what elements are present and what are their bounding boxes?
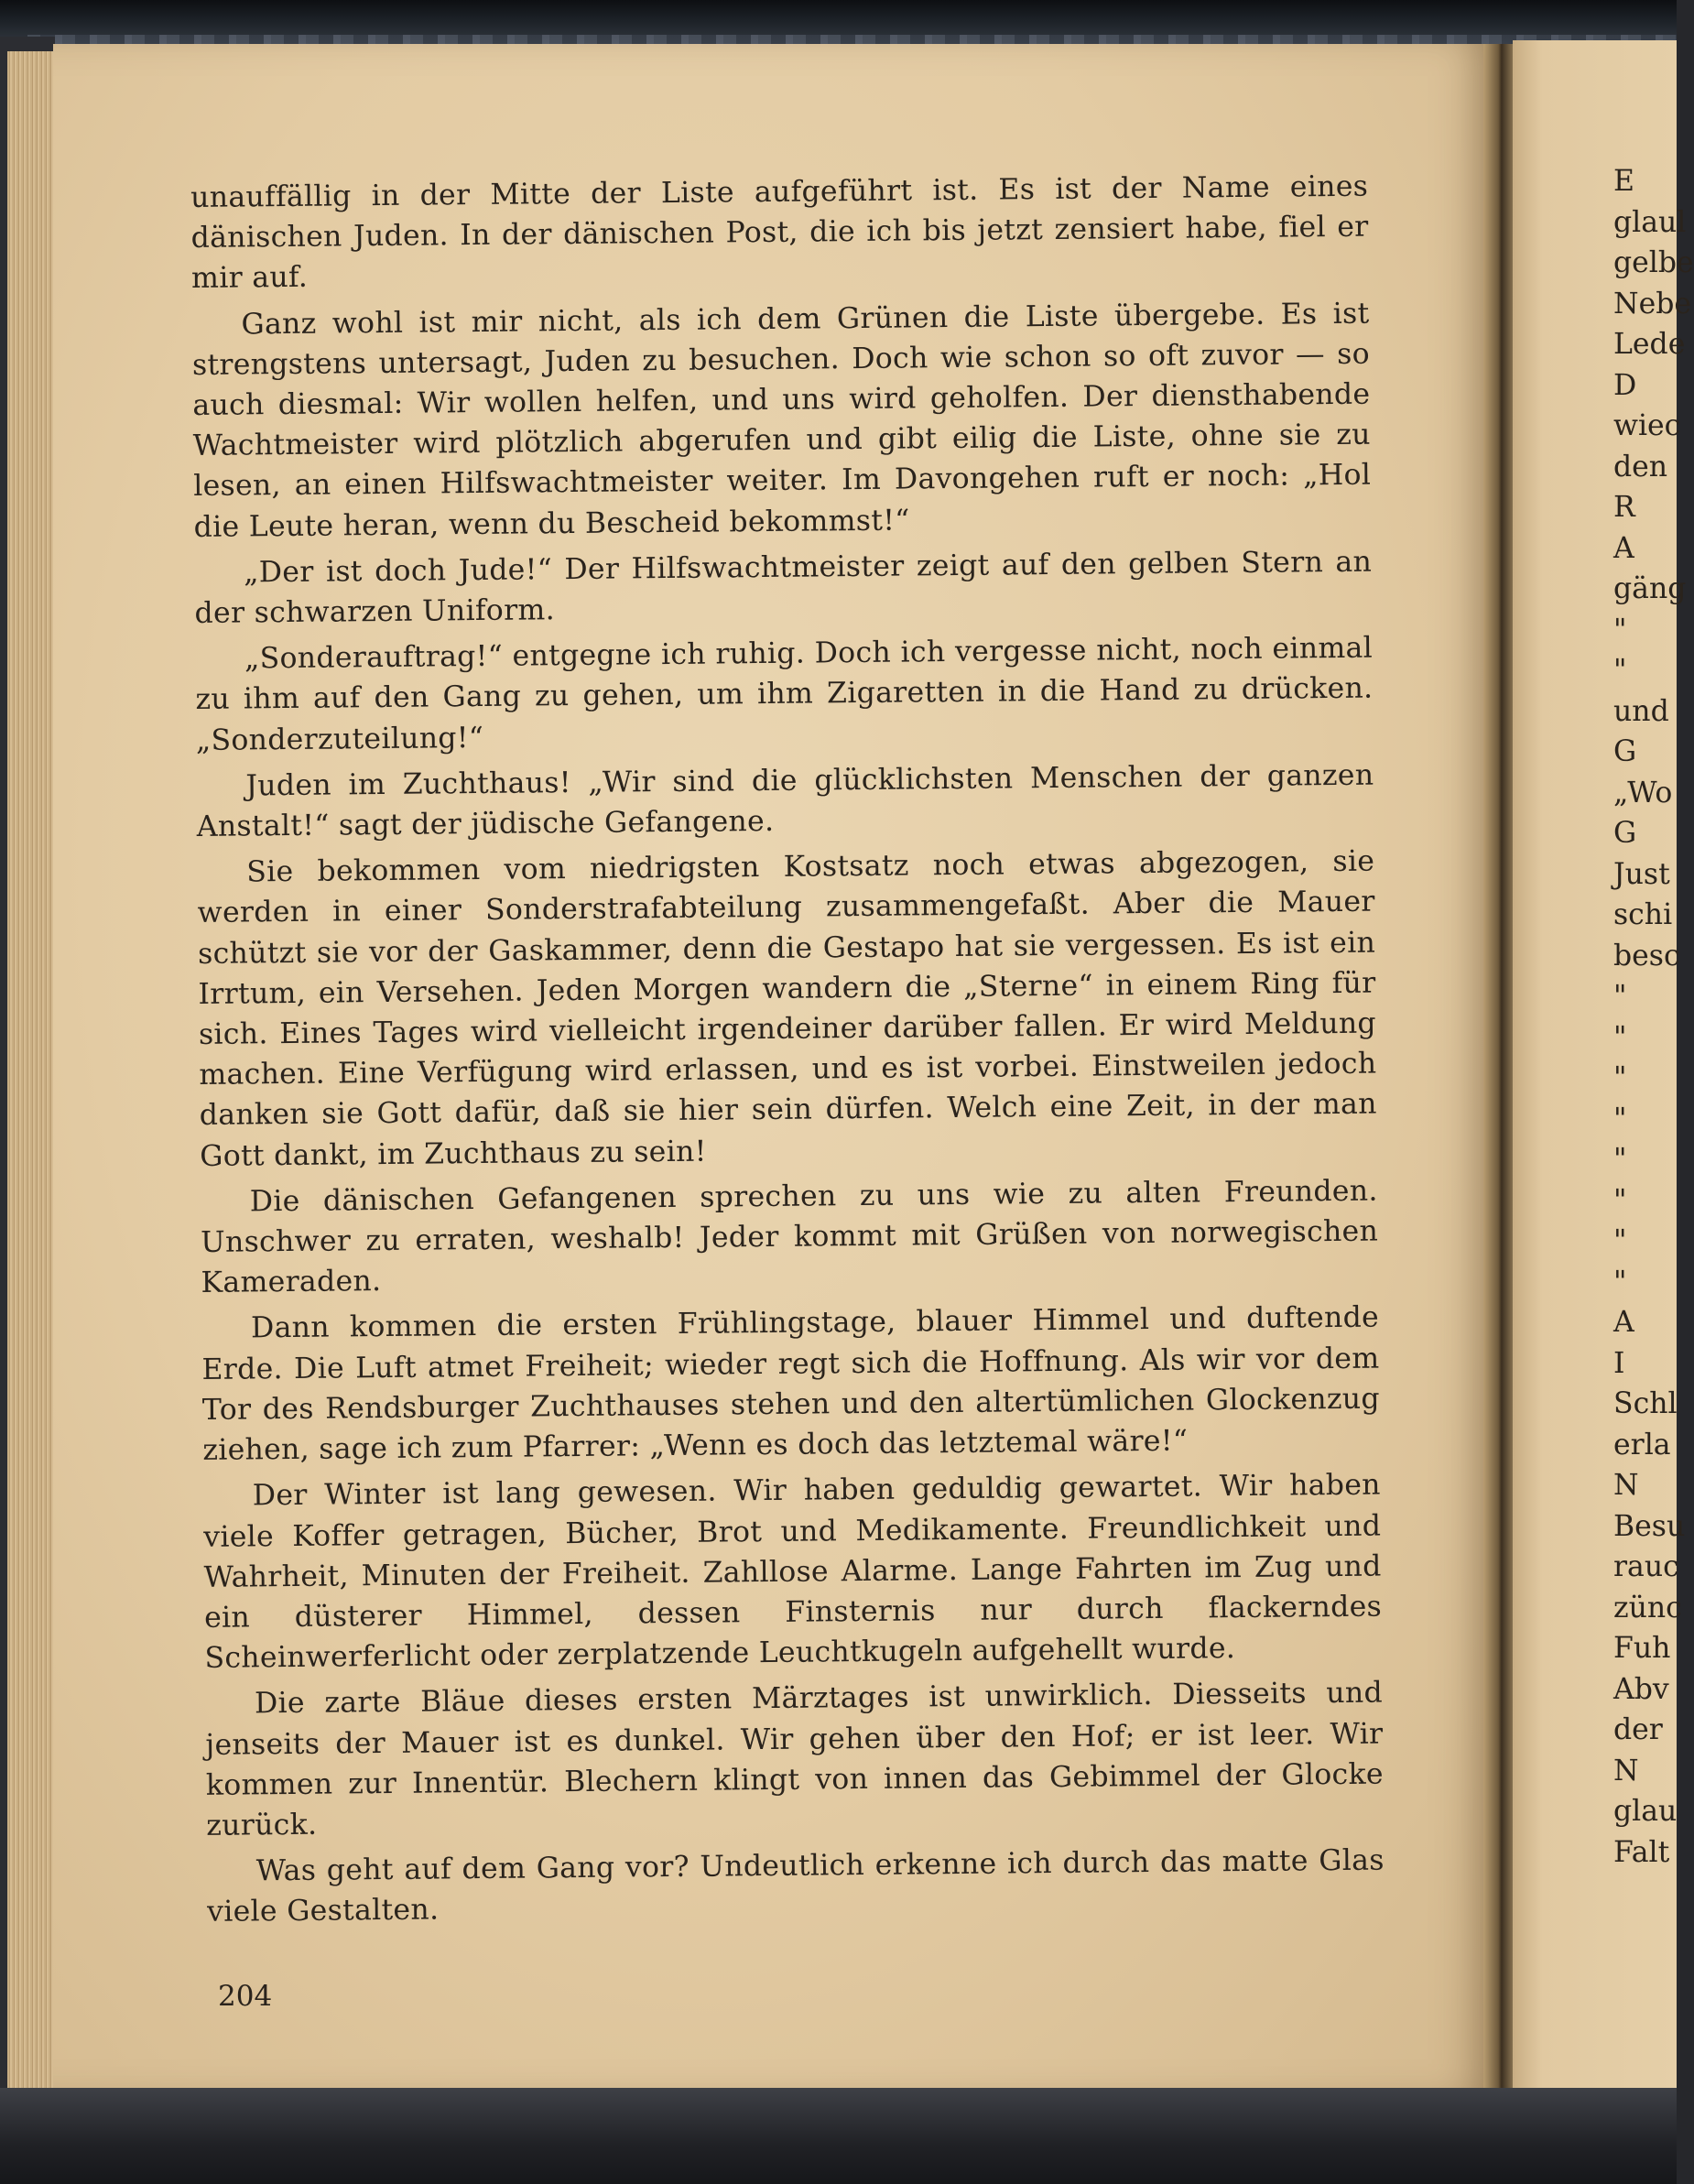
right-page-line-fragment: „Wo: [1613, 776, 1673, 809]
right-page-line-fragment: ": [1613, 1224, 1627, 1257]
right-page-line-fragment: gäng: [1613, 572, 1687, 605]
paragraph: Ganz wohl ist mir nicht, als ich dem Grünen die Liste übergebe. Es ist strengstens untersagt, Juden zu besuchen. Doch wie schon so oft zuvor — so auch diesmal: Wir wollen helfen, und uns wird geholfen. Der diensthabende Wachtmeister wird plötzlich abgerufen und gibt eilig die Liste, ohne sie zu lesen, an einen Hilfswachtmeister weiter. Im Davongehen ruft er noch: „Hol die Leute heran, wenn du Bescheid bekommst!“: [191, 297, 1372, 544]
right-page-line-fragment: N: [1613, 1469, 1639, 1502]
right-page-line-fragment: Lede: [1613, 328, 1686, 361]
right-page-line-fragment: schi: [1613, 898, 1673, 931]
right-page-line-fragment: Abv: [1613, 1672, 1669, 1706]
right-page-line-fragment: ": [1613, 1102, 1627, 1135]
right-page-line-fragment: ": [1613, 1143, 1627, 1176]
right-page-line-fragment: ": [1613, 980, 1627, 1013]
paragraph: Juden im Zuchthaus! „Wir sind die glücklichsten Menschen der ganzen Anstalt!“ sagt der jüdische Gefangene.: [196, 758, 1374, 844]
right-page-line-fragment: R: [1613, 491, 1635, 524]
page-number: 204: [218, 1980, 273, 2013]
right-page-line-fragment: ": [1613, 613, 1627, 647]
right-page-line-fragment: glaul: [1613, 205, 1687, 239]
right-page-line-fragment: ": [1613, 1183, 1627, 1217]
paragraph: „Sonderauftrag!“ entgegne ich ruhig. Doch ich vergesse nicht, noch einmal zu ihm auf den Gang zu gehen, um ihm Zigaretten in die Hand zu drücken. „Sonderzuteilung!“: [195, 631, 1374, 757]
right-page-line-fragment: ": [1613, 1265, 1627, 1298]
right-page-line-fragment: ": [1613, 1061, 1627, 1094]
right-page-line-fragment: und: [1613, 694, 1669, 728]
right-page-text-fragments: [1613, 161, 1694, 1873]
right-page-line-fragment: A: [1613, 1306, 1634, 1339]
paragraph: unauffällig in der Mitte der Liste aufgeführt ist. Es ist der Name eines dänischen Juden. In der dänischen Post, die ich bis jetzt zensiert habe, fiel er mir auf.: [190, 169, 1369, 296]
right-page-line-fragment: Schl: [1613, 1387, 1678, 1420]
book-cover-bottom: [0, 2088, 1677, 2184]
paragraph: Dann kommen die ersten Frühlingstage, blauer Himmel und duftende Erde. Die Luft atmet Freiheit; wieder regt sich die Hoffnung. Als wir vor dem Tor des Rendsburger Zuchthauses stehen und den altertümlichen Glockenzug ziehen, sage ich zum Pfarrer: „Wenn es doch das letztemal wäre!“: [201, 1301, 1381, 1468]
right-page-line-fragment: Falt: [1613, 1835, 1670, 1869]
right-page-line-fragment: erla: [1613, 1428, 1671, 1461]
paragraph: Die dänischen Gefangenen sprechen zu uns wie zu alten Freunden. Unschwer zu erraten, weshalb! Jeder kommt mit Grüßen von norwegischen Kameraden.: [200, 1174, 1379, 1300]
right-page-line-fragment: Just: [1613, 857, 1670, 891]
page-edges: [7, 51, 57, 2092]
left-page-body: [190, 167, 1385, 1939]
right-page-line-fragment: rauc: [1613, 1550, 1679, 1583]
right-page-line-fragment: I: [1613, 1346, 1625, 1380]
right-page-line-fragment: D: [1613, 368, 1637, 402]
right-page-line-fragment: gelbe: [1613, 246, 1694, 279]
right-page-line-fragment: wiec: [1613, 409, 1681, 442]
right-page-line-fragment: glau: [1613, 1795, 1678, 1828]
paragraph: „Der ist doch Jude!“ Der Hilfswachtmeister zeigt auf den gelben Stern an der schwarzen Uniform.: [194, 545, 1373, 631]
right-page-line-fragment: N: [1613, 1754, 1639, 1787]
right-page-line-fragment: E: [1613, 165, 1634, 198]
right-page-line-fragment: zünc: [1613, 1591, 1682, 1624]
right-page-line-fragment: G: [1613, 735, 1637, 768]
paragraph: Sie bekommen vom niedrigsten Kostsatz noch etwas abgezogen, sie werden in einer Sonderstrafabteilung zusammengefaßt. Aber die Mauer schützt sie vor der Gaskammer, denn die Gestapo hat sie vergessen. Es ist ein Irrtum, ein Versehen. Jeden Morgen wandern die „Sterne“ in einem Ring für sich. Eines Tages wird vielleicht irgendeiner darüber fallen. Er wird Meldung machen. Eine Verfügung wird erlassen, und es ist vorbei. Einstweilen jedoch danken sie Gott dafür, daß sie hier sein dürfen. Welch eine Zeit, in der man Gott dankt, im Zuchthaus zu sein!: [197, 844, 1377, 1173]
right-page-line-fragment: der: [1613, 1713, 1663, 1746]
right-page-line-fragment: Fuh: [1613, 1632, 1671, 1665]
right-page-line-fragment: ": [1613, 654, 1627, 687]
paragraph: Der Winter ist lang gewesen. Wir haben geduldig gewartet. Wir haben viele Koffer getragen, Bücher, Brot und Medikamente. Freundlichkeit und Wahrheit, Minuten der Freiheit. Zahllose Alarme. Lange Fahrten im Zug und ein düsterer Himmel, dessen Finsternis nur durch flackerndes Scheinwerferlicht oder zerplatzende Leuchtkugeln aufgehellt wurde.: [203, 1468, 1383, 1676]
right-page-line-fragment: ": [1613, 1020, 1627, 1054]
right-page-line-fragment: Besu: [1613, 1509, 1686, 1543]
paragraph: Die zarte Bläue dieses ersten Märztages ist unwirklich. Diesseits und jenseits der Mauer ist es dunkel. Wir gehen über den Hof; er ist leer. Wir kommen zur Innentür. Blechern klingt von innen das Gebimmel der Glocke zurück.: [205, 1676, 1384, 1842]
right-page-line-fragment: A: [1613, 531, 1634, 565]
right-page-line-fragment: Nebe: [1613, 287, 1692, 321]
right-page-line-fragment: den: [1613, 450, 1668, 484]
right-page-line-fragment: G: [1613, 817, 1637, 850]
right-page-line-fragment: besc: [1613, 939, 1680, 972]
paragraph: Was geht auf dem Gang vor? Undeutlich erkenne ich durch das matte Glas viele Gestalten.: [207, 1843, 1385, 1929]
book-gutter: [1483, 44, 1516, 2092]
